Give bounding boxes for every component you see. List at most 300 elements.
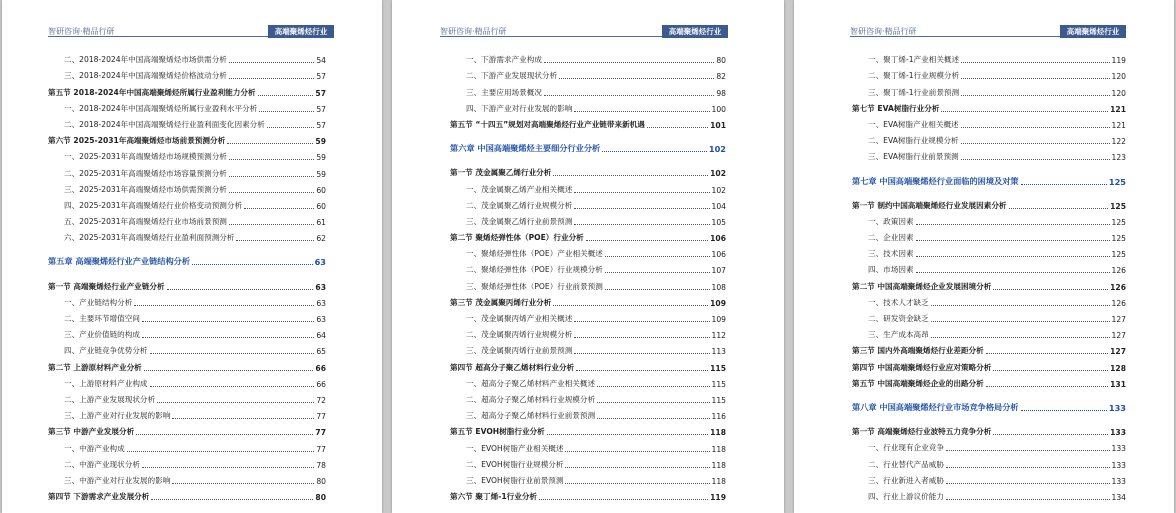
toc-page-number: 77 [316, 444, 326, 454]
toc-entry-title: 二、超高分子聚乙烯材料行业规模分析 [466, 394, 596, 404]
toc-entry-title: 二、主要环节增值空间 [64, 314, 140, 323]
toc-entry-link[interactable] [450, 437, 726, 453]
toc-entry-title: 二、下游产业发展现状分析 [466, 71, 558, 81]
toc-entry-link[interactable] [48, 373, 326, 389]
toc-entry-link[interactable] [852, 130, 1126, 146]
toc-leader-dots [553, 305, 708, 306]
toc-entry-title: 第五节 中国高端聚烯烃企业的出路分析 [852, 378, 984, 388]
toc-entry-link[interactable] [450, 195, 726, 211]
toc-page-number: 115 [711, 395, 726, 405]
toc-entry-title: 一、政策因素 [868, 216, 914, 226]
toc-leader-dots [157, 402, 314, 403]
toc-page-number: 121 [1110, 104, 1126, 114]
toc-leader-dots [574, 337, 709, 338]
toc-entry-link[interactable] [450, 308, 726, 324]
toc-entry-link[interactable] [48, 340, 326, 356]
toc-entry-title: 一、下游需求产业构成 [466, 55, 542, 65]
toc-leader-dots [544, 95, 714, 96]
toc-entry-link[interactable] [48, 324, 326, 340]
toc-entry-link[interactable] [48, 308, 326, 324]
toc-page-number: 59 [316, 169, 326, 179]
toc-chapter-link[interactable] [450, 138, 726, 154]
toc-page-number: 63 [316, 315, 326, 324]
toc-page-number: 120 [1111, 88, 1126, 98]
toc-entry-title: 第三节 茂金属聚丙烯行业分析 [450, 297, 552, 307]
toc-entry-title: 第六节 2025-2031年高端聚烯烃市场前景预测分析 [48, 136, 226, 146]
toc-leader-dots [961, 78, 1109, 79]
toc-entry-title: 一、EVOH树脂产业相关概述 [466, 443, 564, 453]
toc-leader-dots [150, 353, 315, 354]
toc-leader-dots [127, 451, 315, 452]
toc-entry-title: 第五节 2018-2024年中国高端聚烯烃所属行业盈利能力分析 [48, 87, 256, 97]
toc-entry-link[interactable] [852, 227, 1126, 243]
toc-entry-link[interactable] [450, 114, 726, 130]
toc-entry-link[interactable] [852, 146, 1126, 162]
toc-list [852, 49, 1126, 502]
toc-entry-title: 一、聚烯烃弹性体（POE）产业相关概述 [466, 249, 603, 259]
toc-page-number: 119 [710, 493, 726, 503]
toc-page-number: 102 [710, 169, 726, 179]
toc-entry-title: 第六节 聚丁烯-1行业分析 [450, 492, 538, 502]
toc-page-number: 127 [1111, 331, 1126, 341]
document-page-1 [2, 0, 382, 513]
toc-page-number: 113 [711, 347, 726, 357]
toc-page-number: 57 [316, 72, 326, 82]
toc-entry-title: 六、2025-2031年高端聚烯烃行业盈利面预测分析 [64, 233, 235, 243]
toc-entry-link[interactable] [852, 275, 1126, 291]
toc-page-number: 122 [1111, 137, 1126, 147]
toc-entry-link[interactable] [852, 65, 1126, 81]
toc-page-number: 125 [1108, 176, 1126, 187]
toc-entry-title: 四、行业上游议价能力 [868, 491, 944, 501]
toc-entry-link[interactable] [450, 454, 726, 470]
toc-entry-title: 二、聚丁烯-1行业规模分析 [868, 71, 960, 81]
toc-entry-link[interactable] [450, 259, 726, 275]
toc-entry-link[interactable] [48, 162, 326, 178]
toc-entry-link[interactable] [48, 114, 326, 130]
toc-entry-link[interactable] [450, 65, 726, 81]
toc-entry-link[interactable] [852, 81, 1126, 97]
toc-leader-dots [574, 192, 709, 193]
toc-chapter-link[interactable] [852, 170, 1126, 186]
toc-page-number: 78 [316, 460, 326, 470]
toc-page-number: 112 [711, 331, 726, 341]
toc-entry-title: 一、茂金属聚乙烯产业相关概述 [466, 184, 573, 194]
toc-leader-dots [916, 240, 1110, 241]
header-tag: 高端聚烯烃行业 [268, 25, 334, 38]
toc-page-number: 131 [1110, 379, 1126, 389]
toc-page-number: 133 [1111, 444, 1126, 454]
toc-entry-link[interactable] [450, 98, 726, 114]
toc-entry-link[interactable] [852, 486, 1126, 502]
toc-entry-title: 三、生产成本高昂 [868, 330, 929, 340]
toc-page-number: 127 [1111, 315, 1126, 324]
toc-leader-dots [961, 127, 1110, 128]
toc-page-number: 118 [711, 444, 726, 454]
toc-page-number: 107 [711, 266, 726, 276]
toc-entry-title: 第六章 中国高端聚烯烃主要细分行业分析 [450, 143, 601, 154]
toc-entry-link[interactable] [852, 437, 1126, 453]
toc-leader-dots [259, 111, 314, 112]
toc-page-number: 125 [1111, 250, 1126, 260]
toc-page-number: 109 [710, 298, 726, 308]
toc-leader-dots [931, 337, 1110, 338]
toc-page-number: 104 [711, 201, 726, 211]
toc-leader-dots [916, 224, 1110, 225]
toc-entry-title: 三、超高分子聚乙烯材料行业前景预测 [466, 411, 596, 421]
toc-entry-link[interactable] [450, 49, 726, 65]
toc-entry-link[interactable] [48, 81, 326, 97]
toc-leader-dots [565, 451, 709, 452]
header-logo-text: 智研咨询·精品行研 [48, 27, 115, 36]
toc-leader-dots [946, 450, 1110, 451]
toc-entry-title: 一、聚丁烯-1产业相关概述 [868, 55, 960, 65]
toc-entry-link[interactable] [48, 292, 326, 308]
toc-entry-link[interactable] [450, 292, 726, 308]
toc-entry-link[interactable] [48, 421, 326, 437]
toc-leader-dots [946, 499, 1110, 500]
toc-page-number: 126 [1111, 298, 1126, 308]
toc-leader-dots [553, 175, 708, 176]
toc-entry-link[interactable] [48, 470, 326, 486]
toc-page-number: 123 [1111, 153, 1126, 163]
toc-leader-dots [597, 402, 709, 403]
toc-entry-title: 二、2018-2024年中国高端聚烯烃行业盈利面变化因素分析 [64, 119, 265, 129]
toc-entry-link[interactable] [450, 162, 726, 178]
toc-page-number: 100 [711, 104, 726, 114]
toc-page-number: 57 [315, 88, 326, 98]
toc-leader-dots [144, 370, 314, 371]
toc-leader-dots [574, 111, 709, 112]
toc-entry-link[interactable] [48, 437, 326, 453]
toc-leader-dots [565, 467, 709, 468]
toc-entry-link[interactable] [852, 243, 1126, 259]
toc-entry-link[interactable] [852, 340, 1126, 356]
toc-leader-dots [172, 483, 314, 484]
toc-leader-dots [986, 386, 1108, 387]
toc-entry-link[interactable] [48, 389, 326, 405]
toc-leader-dots [229, 78, 314, 79]
toc-leader-dots [229, 159, 314, 160]
toc-entry-title: 第一节 高端聚烯烃行业产业链分析 [48, 281, 165, 291]
toc-leader-dots [586, 240, 708, 241]
document-page-2 [392, 0, 784, 513]
toc-leader-dots [597, 418, 709, 419]
toc-leader-dots [142, 321, 314, 322]
toc-entry-link[interactable] [450, 340, 726, 356]
toc-entry-title: 第二节 上游原材料产业分析 [48, 362, 142, 372]
toc-page-number: 66 [316, 379, 326, 389]
toc-page-number: 105 [711, 217, 726, 227]
toc-entry-title: 四、产业链竞争优势分析 [64, 346, 148, 356]
toc-page-number: 133 [1111, 476, 1126, 486]
toc-leader-dots [227, 143, 313, 144]
toc-entry-title: 二、企业因素 [868, 233, 914, 243]
toc-entry-title: 三、上游产业对行业发展的影响 [64, 411, 171, 421]
toc-entry-title: 二、EVOH树脂行业规模分析 [466, 459, 564, 469]
toc-leader-dots [258, 95, 314, 96]
toc-page-number: 57 [316, 120, 326, 130]
toc-entry-title: 三、EVA树脂行业前景预测 [868, 152, 959, 162]
toc-entry-link[interactable] [450, 405, 726, 421]
toc-page-number: 115 [711, 379, 726, 389]
toc-page-number: 82 [716, 72, 726, 82]
toc-entry-link[interactable] [450, 389, 726, 405]
toc-entry-link[interactable] [852, 421, 1126, 437]
toc-entry-title: 一、行业现有企业竞争 [868, 443, 944, 453]
toc-leader-dots [229, 62, 314, 63]
toc-entry-link[interactable] [450, 275, 726, 291]
toc-page-number: 106 [711, 250, 726, 260]
toc-entry-link[interactable] [450, 178, 726, 194]
toc-entry-title: 第三节 中游产业发展分析 [48, 427, 135, 437]
toc-page-number: 60 [316, 185, 326, 195]
toc-entry-title: 二、研发资金缺乏 [868, 314, 929, 323]
toc-entry-link[interactable] [450, 421, 726, 437]
toc-page-number: 59 [316, 153, 326, 163]
toc-leader-dots [961, 159, 1110, 160]
toc-leader-dots [961, 143, 1110, 144]
toc-page-number: 133 [1108, 402, 1126, 413]
toc-entry-link[interactable] [48, 275, 326, 291]
toc-entry-title: 三、聚烯烃弹性体（POE）行业前景预测 [466, 281, 603, 291]
toc-entry-title: 一、中游产业构成 [64, 443, 125, 453]
toc-entry-title: 第五章 高端聚烯烃行业产业链结构分析 [48, 256, 191, 267]
toc-page-number: 77 [315, 428, 326, 438]
toc-page-number: 126 [1110, 282, 1126, 292]
header-logo-text: 智研咨询·精品行研 [440, 27, 507, 36]
toc-leader-dots [142, 337, 314, 338]
toc-list [450, 49, 726, 502]
header-logo-text: 智研咨询·精品行研 [850, 27, 917, 36]
toc-entry-link[interactable] [48, 146, 326, 162]
toc-leader-dots [244, 208, 314, 209]
toc-entry-link[interactable] [48, 49, 326, 65]
toc-chapter-link[interactable] [48, 251, 326, 267]
toc-page-number: 64 [316, 331, 326, 341]
toc-page-number: 118 [711, 460, 726, 470]
toc-page-number: 134 [1111, 492, 1126, 502]
toc-page-number: 121 [1111, 120, 1126, 130]
toc-leader-dots [236, 240, 314, 241]
toc-entry-link[interactable] [852, 98, 1126, 114]
toc-page-number: 106 [710, 234, 726, 244]
toc-page-number: 116 [711, 412, 726, 422]
toc-entry-title: 一、茂金属聚丙烯产业相关概述 [466, 314, 573, 323]
toc-entry-link[interactable] [48, 179, 326, 195]
toc-page-number: 72 [316, 395, 326, 405]
toc-page-number: 126 [1111, 266, 1126, 276]
toc-entry-link[interactable] [48, 227, 326, 243]
toc-entry-link[interactable] [48, 65, 326, 81]
toc-entry-title: 二、2025-2031年高端聚烯烃市场容量预测分析 [64, 168, 227, 178]
toc-entry-link[interactable] [450, 356, 726, 372]
toc-leader-dots [576, 370, 708, 371]
toc-entry-title: 四、市场因素 [868, 265, 914, 275]
toc-leader-dots [1009, 208, 1109, 209]
toc-entry-link[interactable] [48, 356, 326, 372]
toc-page-number: 115 [710, 363, 726, 373]
toc-entry-title: 二、茂金属聚丙烯行业规模分析 [466, 330, 573, 340]
toc-entry-title: 四、下游产业对行业发展的影响 [466, 103, 573, 113]
toc-entry-link[interactable] [852, 373, 1126, 389]
toc-leader-dots [993, 289, 1108, 290]
toc-entry-title: 第四节 中国高端聚烯烃行业应对策略分析 [852, 362, 992, 372]
toc-page-number: 61 [316, 218, 326, 228]
toc-entry-title: 三、2025-2031年高端聚烯烃市场供需预测分析 [64, 184, 227, 194]
toc-entry-title: 一、上游原材料产业构成 [64, 378, 148, 388]
toc-entry-title: 第四节 下游需求产业发展分析 [48, 492, 150, 502]
toc-entry-link[interactable] [852, 356, 1126, 372]
toc-leader-dots [605, 256, 710, 257]
toc-entry-link[interactable] [852, 324, 1126, 340]
toc-entry-title: 一、技术人才缺乏 [868, 297, 929, 307]
toc-entry-link[interactable] [48, 98, 326, 114]
toc-page-number: 118 [710, 428, 726, 438]
toc-leader-dots [931, 305, 1110, 306]
toc-entry-link[interactable] [48, 130, 326, 146]
toc-page-number: 63 [315, 282, 326, 292]
toc-leader-dots [192, 264, 313, 265]
toc-entry-title: 一、2025-2031年高端聚烯烃市场规模预测分析 [64, 152, 227, 162]
toc-leader-dots [605, 272, 710, 273]
toc-leader-dots [142, 467, 314, 468]
toc-leader-dots [134, 305, 314, 306]
toc-leader-dots [229, 192, 314, 193]
toc-page-number: 108 [711, 282, 726, 292]
toc-leader-dots [565, 483, 709, 484]
toc-leader-dots [931, 321, 1110, 322]
toc-entry-link[interactable] [852, 470, 1126, 486]
toc-page-number: 125 [1111, 217, 1126, 227]
toc-leader-dots [172, 418, 314, 419]
toc-entry-link[interactable] [450, 470, 726, 486]
toc-entry-link[interactable] [852, 292, 1126, 308]
toc-page-number: 125 [1110, 201, 1126, 211]
toc-entry-title: 三、2018-2024年中国高端聚烯烃价格波动分析 [64, 71, 227, 81]
toc-page-number: 102 [708, 144, 726, 155]
toc-chapter-link[interactable] [852, 397, 1126, 413]
toc-page-number: 101 [710, 120, 726, 130]
toc-page-number: 54 [316, 56, 326, 66]
toc-leader-dots [605, 289, 710, 290]
toc-page-number: 80 [716, 56, 726, 66]
toc-leader-dots [167, 289, 314, 290]
toc-entry-title: 第一节 茂金属聚乙烯行业分析 [450, 168, 552, 178]
toc-leader-dots [150, 386, 315, 387]
toc-entry-link[interactable] [852, 49, 1126, 65]
toc-entry-link[interactable] [852, 114, 1126, 130]
toc-leader-dots [647, 127, 708, 128]
toc-entry-link[interactable] [48, 211, 326, 227]
toc-entry-title: 三、行业新进入者威胁 [868, 475, 944, 485]
toc-leader-dots [574, 224, 709, 225]
header-tag: 高端聚烯烃行业 [1060, 25, 1126, 38]
toc-entry-link[interactable] [450, 243, 726, 259]
toc-list [48, 49, 326, 502]
toc-entry-link[interactable] [48, 486, 326, 502]
toc-entry-link[interactable] [852, 195, 1126, 211]
toc-page-number: 98 [716, 88, 726, 98]
toc-entry-link[interactable] [852, 453, 1126, 469]
toc-leader-dots [539, 499, 708, 500]
toc-leader-dots [229, 224, 314, 225]
toc-leader-dots [574, 208, 709, 209]
toc-entry-title: 第一节 制约中国高端聚烯烃行业发展因素分析 [852, 200, 1007, 210]
toc-entry-link[interactable] [852, 308, 1126, 324]
toc-entry-title: 第七节 EVA树脂行业分析 [852, 103, 940, 113]
document-page-3 [794, 0, 1174, 513]
toc-leader-dots [602, 151, 707, 152]
toc-page-number: 109 [711, 315, 726, 324]
toc-entry-link[interactable] [48, 454, 326, 470]
toc-leader-dots [986, 353, 1108, 354]
toc-leader-dots [941, 111, 1108, 112]
toc-entry-title: 三、茂金属聚丙烯行业前景预测 [466, 346, 573, 356]
toc-entry-link[interactable] [852, 259, 1126, 275]
toc-entry-title: 第二节 聚烯烃弹性体（POE）行业分析 [450, 233, 584, 243]
toc-entry-title: 第三节 国内外高端聚烯烃行业差距分析 [852, 346, 984, 356]
toc-entry-link[interactable] [450, 324, 726, 340]
toc-entry-link[interactable] [450, 211, 726, 227]
toc-entry-title: 二、中游产业现状分析 [64, 459, 140, 469]
toc-entry-link[interactable] [48, 195, 326, 211]
toc-leader-dots [559, 78, 714, 79]
toc-entry-link[interactable] [450, 373, 726, 389]
toc-entry-title: 一、EVA树脂产业相关概述 [868, 119, 959, 129]
toc-entry-title: 三、主要应用场景概况 [466, 87, 542, 97]
toc-page-number: 118 [711, 476, 726, 486]
toc-leader-dots [916, 272, 1110, 273]
toc-entry-title: 五、2025-2031年高端聚烯烃行业市场前景预测 [64, 217, 227, 227]
toc-entry-link[interactable] [852, 211, 1126, 227]
toc-page-number: 102 [711, 185, 726, 195]
toc-entry-title: 第八章 中国高端聚烯烃行业市场竞争格局分析 [852, 401, 1019, 412]
toc-entry-title: 二、上游产业发展现状分析 [64, 394, 156, 404]
toc-entry-title: 一、2018-2024年中国高端聚烯烃所属行业盈利水平分析 [64, 103, 258, 113]
toc-page-number: 119 [1111, 56, 1126, 66]
toc-entry-link[interactable] [48, 405, 326, 421]
toc-page-number: 80 [316, 476, 326, 486]
toc-page-number: 127 [1110, 347, 1126, 357]
toc-page-number: 133 [1110, 428, 1126, 438]
toc-entry-title: 三、技术因素 [868, 249, 914, 259]
toc-leader-dots [574, 321, 709, 322]
toc-leader-dots [961, 95, 1109, 96]
toc-page-number: 133 [1111, 460, 1126, 470]
toc-entry-title: 二、茂金属聚乙烯行业规模分析 [466, 200, 573, 210]
toc-leader-dots [993, 370, 1108, 371]
toc-entry-link[interactable] [450, 227, 726, 243]
toc-leader-dots [229, 176, 314, 177]
toc-leader-dots [946, 467, 1110, 468]
toc-entry-title: 一、产业链结构分析 [64, 297, 133, 307]
toc-page-number: 80 [315, 493, 326, 503]
toc-entry-title: 三、茂金属聚乙烯行业前景预测 [466, 216, 573, 226]
toc-entry-title: 第七章 中国高端聚烯烃行业面临的困境及对策 [852, 175, 1019, 186]
toc-entry-link[interactable] [450, 81, 726, 97]
toc-page-number: 62 [316, 234, 326, 244]
toc-leader-dots [547, 434, 708, 435]
toc-entry-title: 第二节 中国高端聚烯烃企业发展困境分析 [852, 281, 992, 291]
toc-entry-link[interactable] [450, 486, 726, 502]
toc-leader-dots [267, 127, 314, 128]
toc-page-number: 63 [316, 298, 326, 308]
toc-entry-title: 第四节 超高分子聚乙烯材料行业分析 [450, 362, 575, 372]
toc-page-number: 57 [316, 104, 326, 114]
toc-entry-title: 三、产业价值链的构成 [64, 330, 140, 340]
toc-entry-title: 第五节 EVOH树脂行业分析 [450, 427, 545, 437]
